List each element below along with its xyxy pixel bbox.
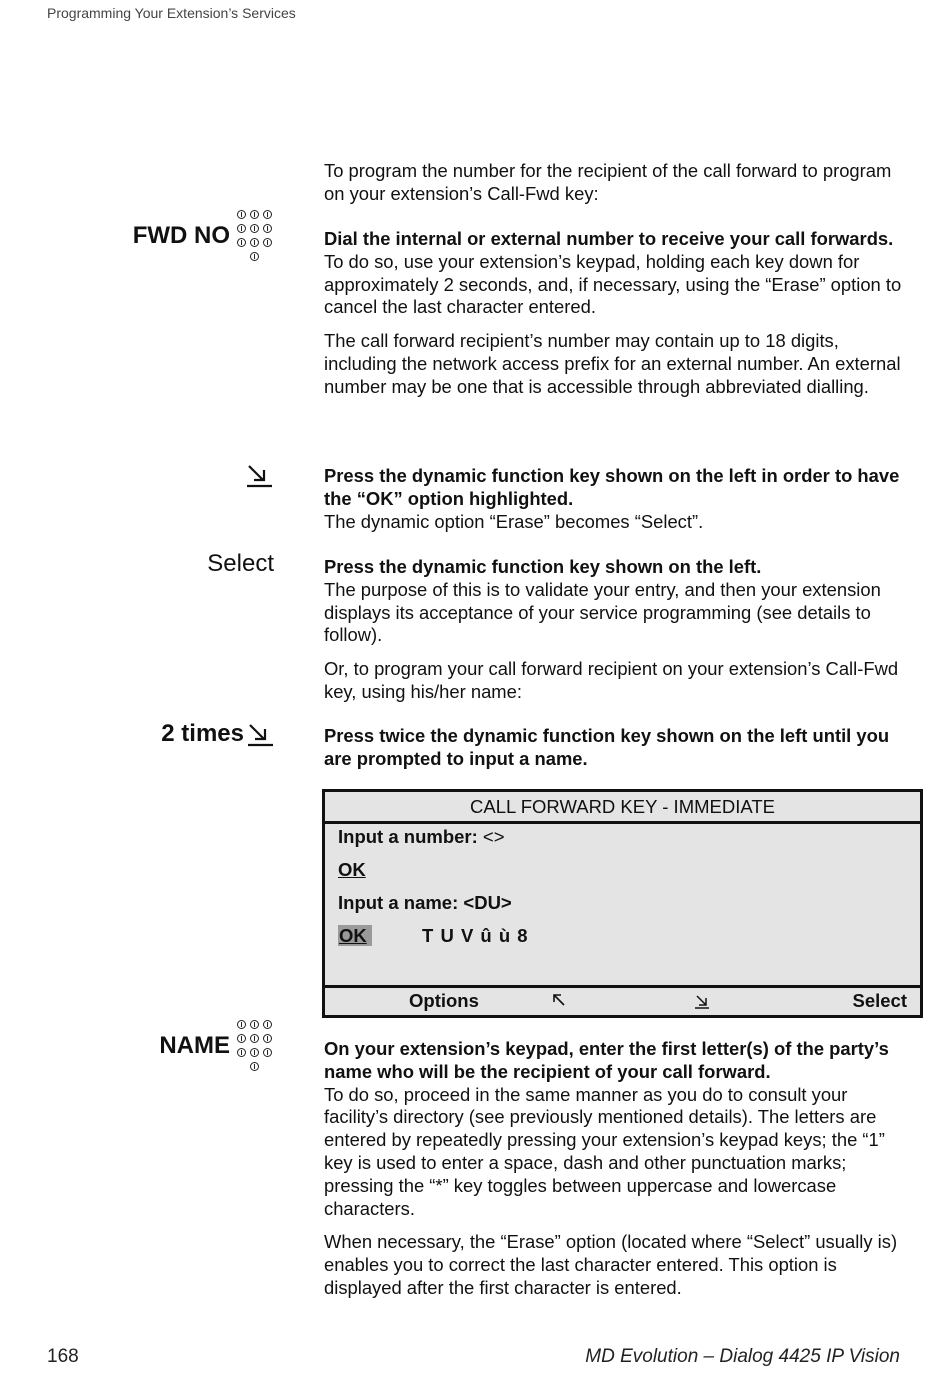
step-select-instruction: Press the dynamic function key shown on the left. <box>324 556 762 577</box>
display-title: CALL FORWARD KEY - IMMEDIATE <box>325 792 920 824</box>
arrow-up-left-icon <box>550 991 568 1009</box>
margin-label-fwd-no: FWD NO <box>132 222 230 249</box>
input-number-value: <> <box>482 826 505 847</box>
step-ok-instruction: Press the dynamic function key shown on the left in order to have the “OK” option highlighted. <box>324 465 900 509</box>
margin-label-name: NAME <box>159 1032 230 1059</box>
running-header: Programming Your Extension’s Services <box>47 5 296 21</box>
digits-note: The call forward recipient’s number may contain up to 18 digits, including the network access prefix for an external number. An external number may be one that is accessible through abbreviated dialling. <box>324 330 901 397</box>
ok-option-highlighted: OK <box>338 925 372 946</box>
softkey-bar <box>325 985 920 1015</box>
erase-note: When necessary, the “Erase” option (located where “Select” usually is) enables you to correct the last character entered. This option is displayed after the first character is entered. <box>324 1231 898 1298</box>
phone-display <box>322 789 923 1018</box>
step-ok <box>324 465 904 533</box>
step-select <box>324 556 904 704</box>
keypad-icon <box>237 210 277 266</box>
page-number: 168 <box>47 1346 79 1367</box>
intro-text: To program the number for the recipient of the call forward to program on your extension’s Call-Fwd key: <box>324 160 892 204</box>
function-key-down-right-icon <box>245 460 275 490</box>
intro-paragraph <box>324 160 904 206</box>
step-twice-instruction: Press twice the dynamic function key shown on the left until you are prompted to input a name. <box>324 725 890 769</box>
step-name-instruction: On your extension’s keypad, enter the first letter(s) of the party’s name who will be the recipient of your call forward. <box>324 1038 889 1082</box>
character-choices: T U V û ù 8 <box>422 925 529 946</box>
step-dial-instruction: Dial the internal or external number to receive your call forwards. <box>324 228 894 249</box>
softkey-options: Options <box>409 990 479 1011</box>
step-ok-detail: The dynamic option “Erase” becomes “Select”. <box>324 510 704 532</box>
function-key-down-right-icon <box>246 719 276 749</box>
step-select-detail: The purpose of this is to validate your entry, and then your extension displays its acceptance of your service programming (see details to follow). <box>324 578 881 646</box>
display-row-ok1 <box>338 859 366 881</box>
input-name-label: Input a name: <box>338 892 459 913</box>
step-twice <box>324 725 904 771</box>
input-name-value: <DU> <box>463 892 512 913</box>
step-name <box>324 1038 904 1300</box>
keypad-icon <box>237 1020 277 1076</box>
step-name-detail: To do so, proceed in the same manner as you do to consult your facility’s directory (see previously mentioned details). The letters are entered by repeatedly pressing your extension’s keypad keys; the “1” key is used to enter a space, dash and other punctuation marks; pressing the “*” key toggles between uppercase and lowercase characters. <box>324 1083 885 1219</box>
arrow-down-right-icon <box>693 992 711 1010</box>
document-title: MD Evolution – Dialog 4425 IP Vision <box>585 1346 900 1367</box>
display-row-name <box>338 892 512 914</box>
margin-label-select: Select <box>207 550 274 577</box>
ok-option: OK <box>338 859 366 880</box>
margin-label-two-times: 2 times <box>161 720 244 747</box>
display-row-ok2 <box>338 925 898 947</box>
softkey-select: Select <box>852 990 907 1011</box>
display-row-number <box>338 826 505 848</box>
or-name-paragraph: Or, to program your call forward recipient on your extension’s Call-Fwd key, using his/her name: <box>324 658 899 702</box>
step-dial-detail: To do so, use your extension’s keypad, holding each key down for approximately 2 seconds, and, if necessary, using the “Erase” option to cancel the last character entered. <box>324 250 902 318</box>
step-dial <box>324 228 904 399</box>
input-number-label: Input a number: <box>338 826 478 847</box>
